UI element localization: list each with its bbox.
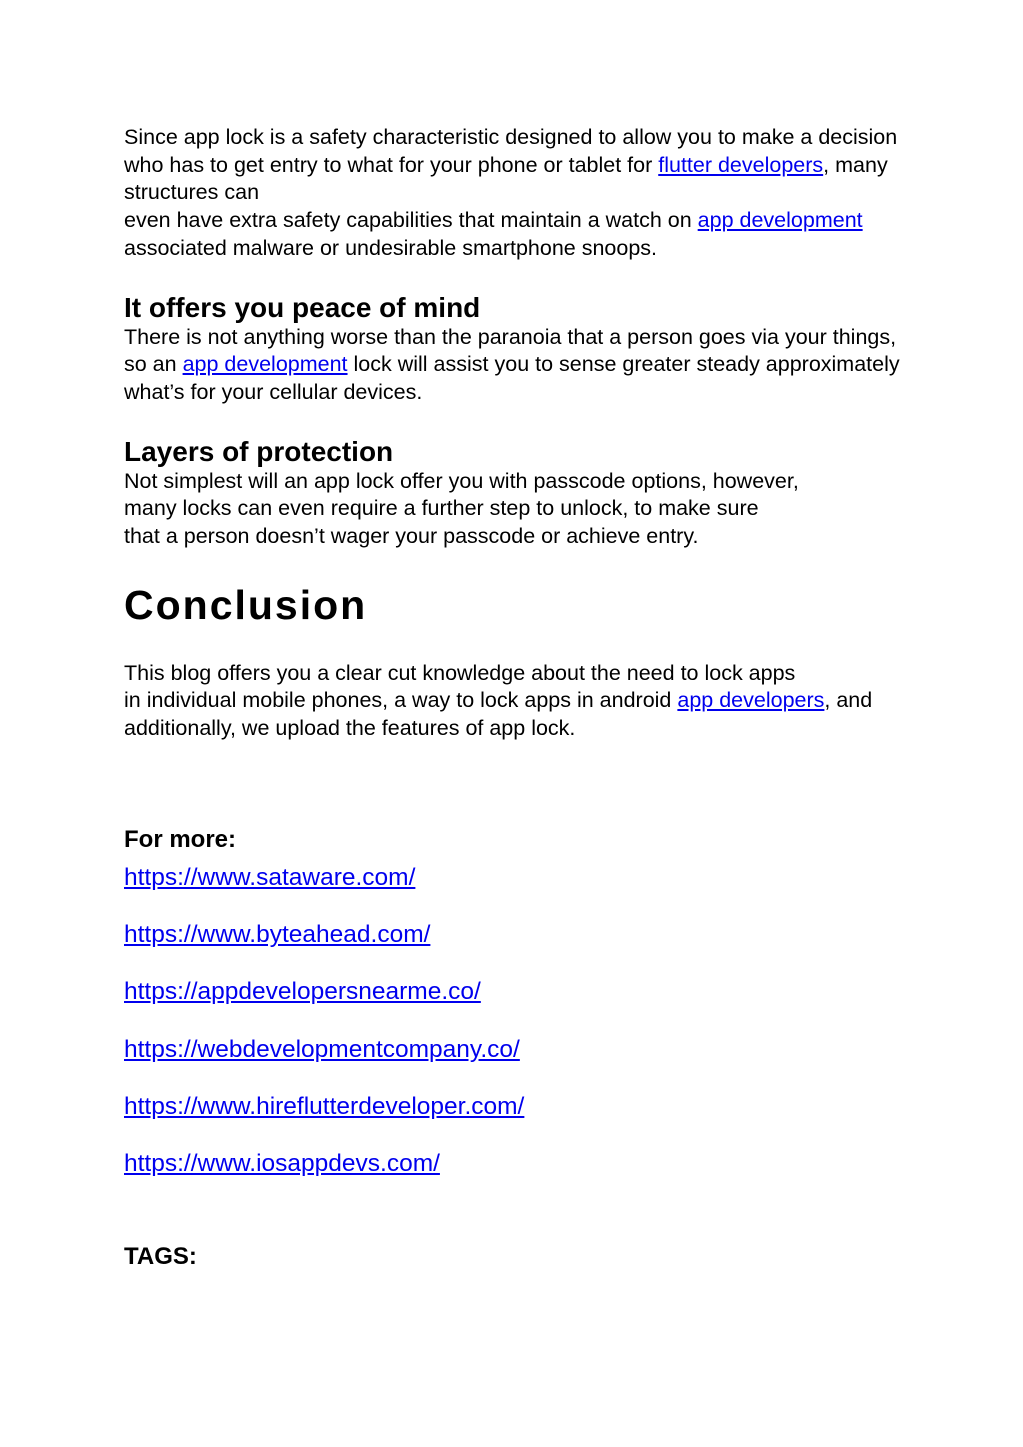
intro-text-1: Since app lock is a safety characteristic designed to allow you to make a decision who has to get entry to what for your phone or tablet for bbox=[124, 125, 898, 177]
peace-of-mind-heading: It offers you peace of mind bbox=[124, 291, 481, 323]
layers-line-1: Not simplest will an app lock offer you with passcode options, however, bbox=[124, 468, 799, 493]
peace-text-2: lock will assist you to sense greater steady approximately what’s for your cellular devices. bbox=[124, 352, 900, 404]
tags-heading: TAGS: bbox=[124, 1243, 197, 1271]
intro-paragraph bbox=[124, 124, 914, 263]
flutter-developers-link[interactable]: flutter developers bbox=[658, 152, 824, 177]
sataware-link[interactable]: https://www.sataware.com/ bbox=[124, 863, 416, 891]
appdevelopersnearme-link[interactable]: https://appdevelopersnearme.co/ bbox=[124, 978, 481, 1006]
peace-of-mind-paragraph bbox=[124, 324, 914, 407]
intro-text-4: associated malware or undesirable smartphone snoops. bbox=[124, 235, 658, 260]
app-development-link-2[interactable]: app development bbox=[182, 352, 348, 377]
conclusion-text-3: , and additionally, we upload the features of app lock. bbox=[124, 688, 873, 741]
app-development-link-1[interactable]: app development bbox=[697, 208, 863, 233]
app-developers-link[interactable]: app developers bbox=[677, 688, 825, 713]
layers-line-3: that a person doesn’t wager your passcode or achieve entry. bbox=[124, 524, 699, 549]
webdevelopmentcompany-link[interactable]: https://webdevelopmentcompany.co/ bbox=[124, 1035, 520, 1063]
conclusion-line-1: This blog offers you a clear cut knowledge about the need to lock apps bbox=[124, 660, 796, 685]
for-more-links-list bbox=[124, 863, 914, 1179]
intro-text-3: even have extra safety capabilities that maintain a watch on bbox=[124, 208, 698, 233]
conclusion-text-2: in individual mobile phones, a way to lock apps in android bbox=[124, 688, 678, 713]
conclusion-paragraph bbox=[124, 660, 914, 743]
conclusion-heading: Conclusion bbox=[124, 581, 368, 628]
layers-line-2: many locks can even require a further step to unlock, to make sure bbox=[124, 496, 759, 521]
hireflutterdeveloper-link[interactable]: https://www.hireflutterdeveloper.com/ bbox=[124, 1093, 525, 1121]
layers-paragraph bbox=[124, 468, 914, 551]
for-more-heading: For more: bbox=[124, 825, 237, 853]
peace-text-1: There is not anything worse than the paranoia that a person goes via your things, so an bbox=[124, 324, 897, 377]
byteahead-link[interactable]: https://www.byteahead.com/ bbox=[124, 921, 431, 949]
iosappdevs-link[interactable]: https://www.iosappdevs.com/ bbox=[124, 1150, 440, 1178]
layers-of-protection-heading: Layers of protection bbox=[124, 435, 394, 467]
intro-text-2: , many structures can bbox=[124, 152, 888, 205]
document-page bbox=[124, 124, 914, 1272]
